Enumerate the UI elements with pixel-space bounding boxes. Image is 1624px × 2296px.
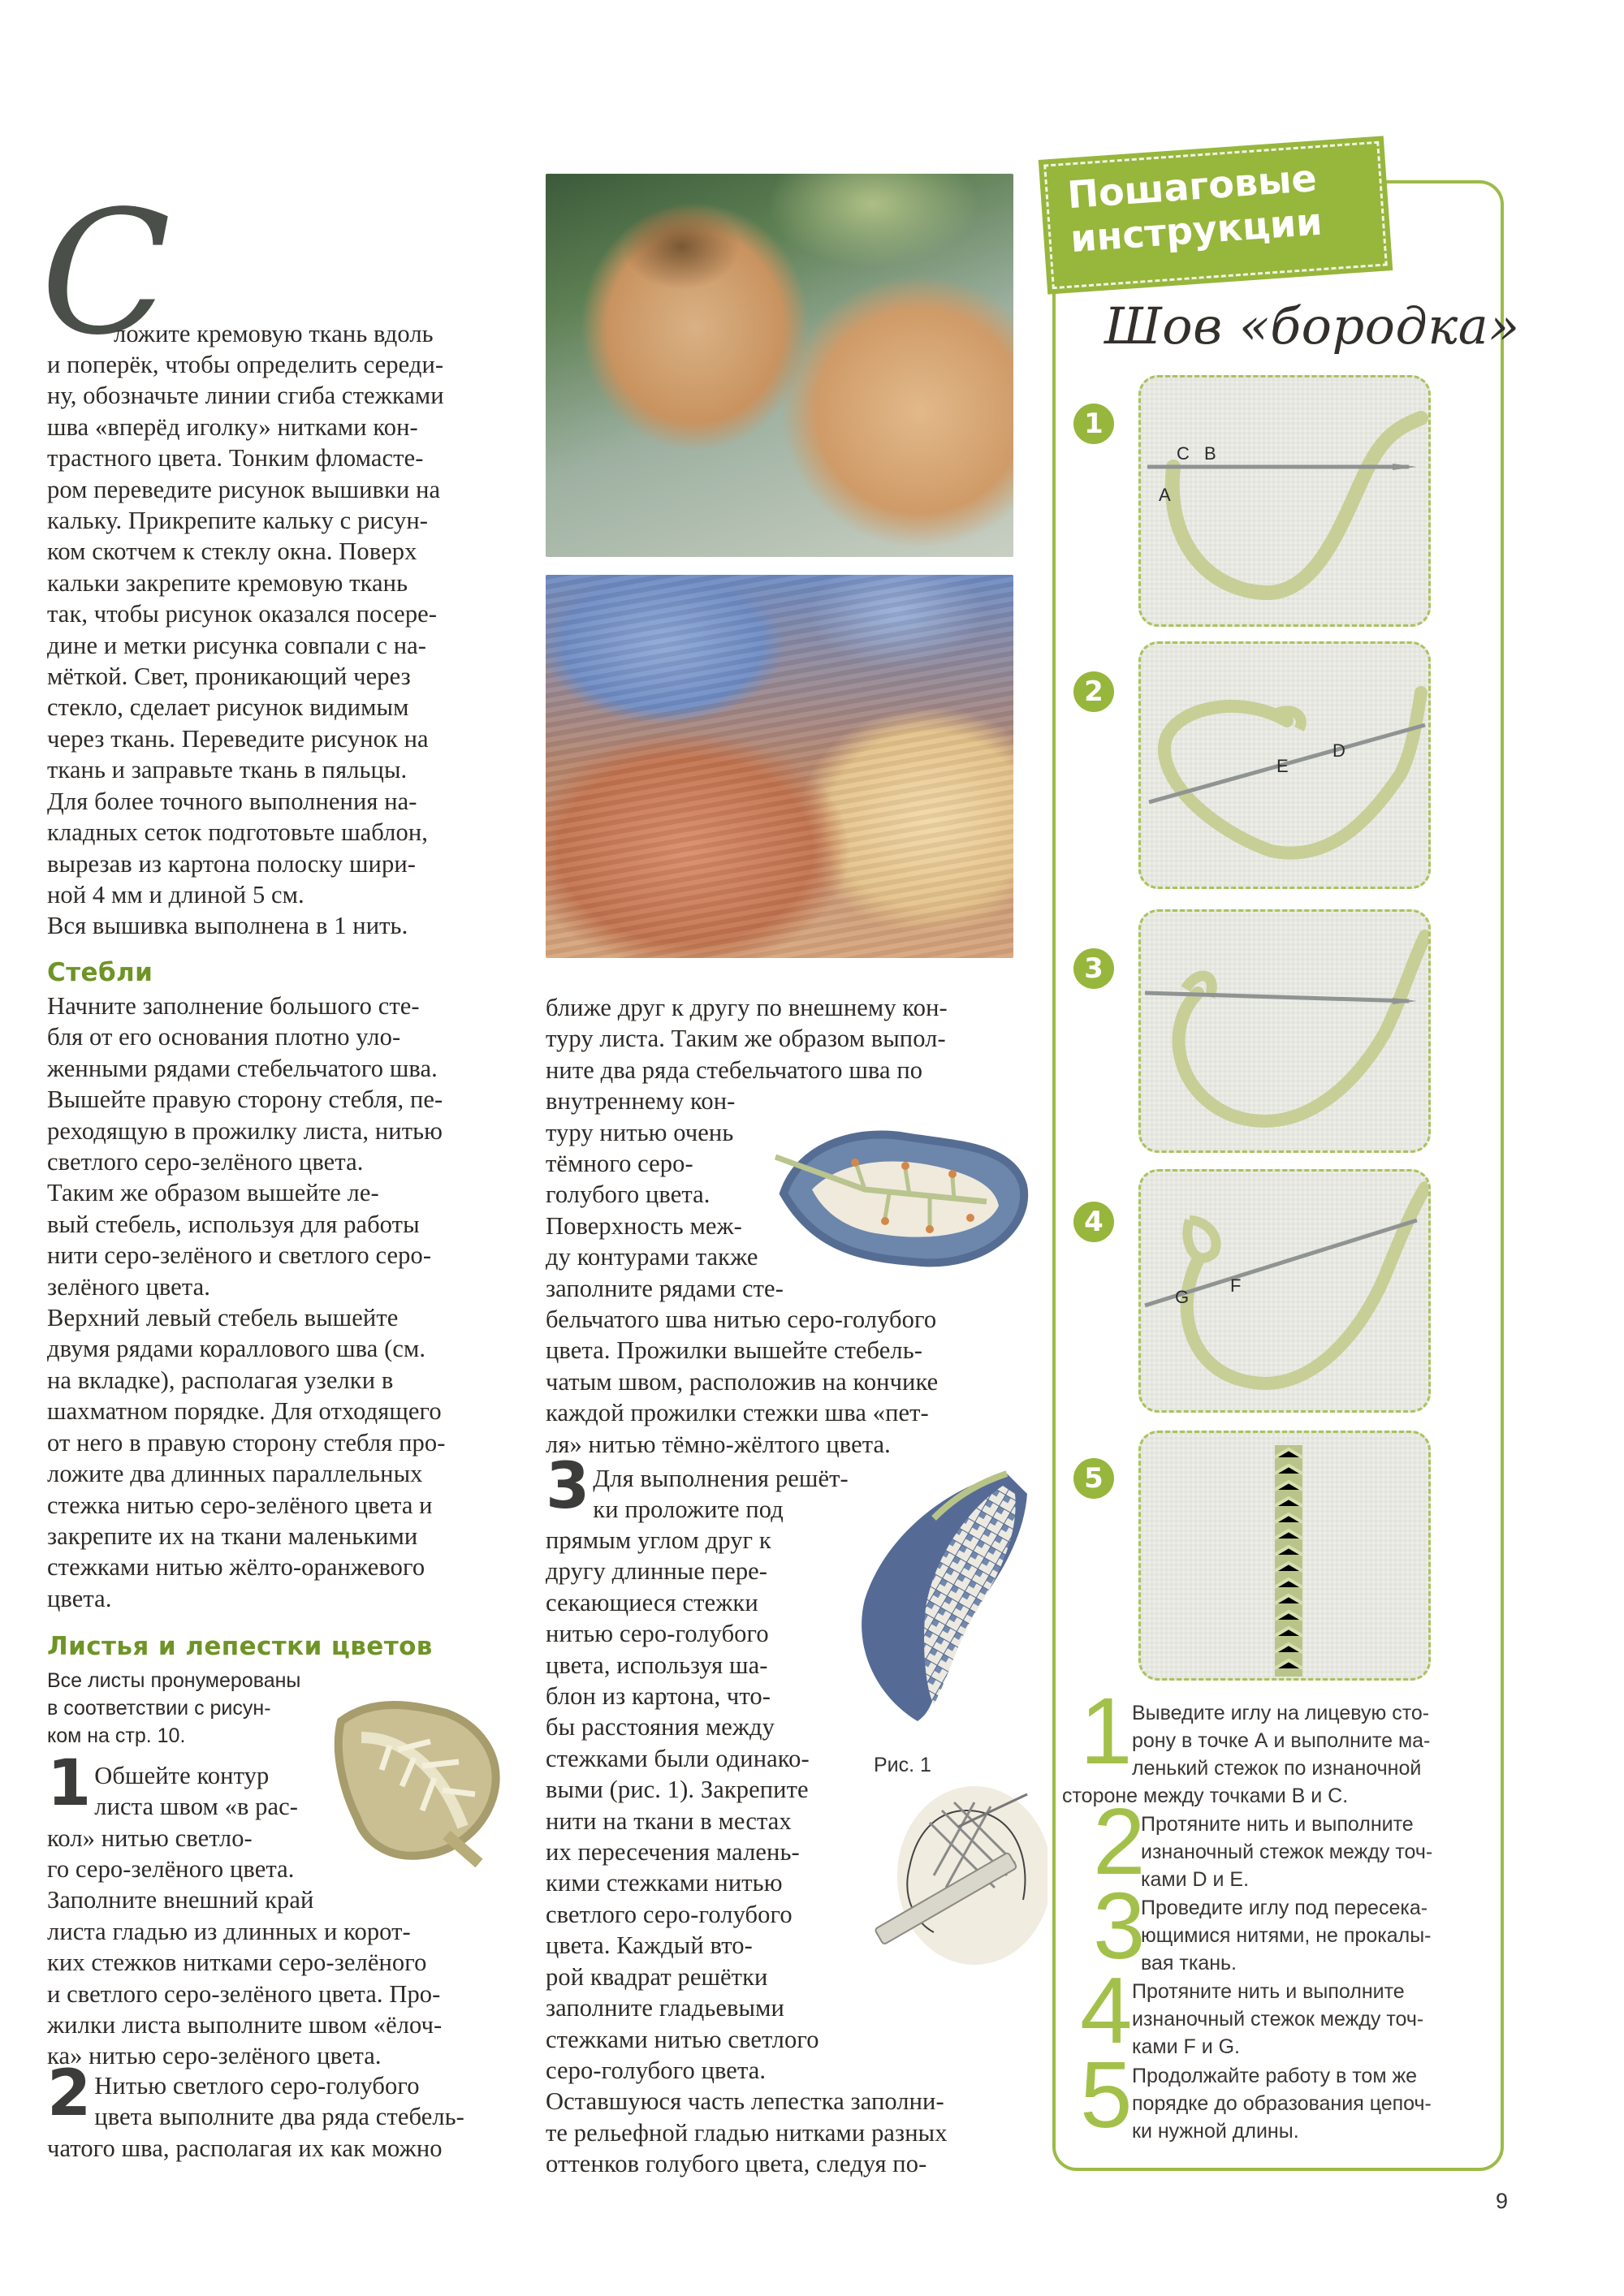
text-line: Вышейте правую сторону стебля, пе- <box>47 1085 443 1114</box>
text-line: нити на ткани в местах <box>546 1806 792 1835</box>
step-badge-5: 5 <box>1073 1458 1114 1499</box>
text-line: выми (рис. 1). Закрепите <box>546 1776 809 1804</box>
leaves-step-2-text-tail <box>47 2133 443 2164</box>
text-line: ните два ряда стебельчатого шва по <box>546 1055 923 1084</box>
step-badge-1: 1 <box>1073 404 1114 444</box>
instruction-5-text <box>1132 2062 1432 2145</box>
text-line: ющимися нитями, не прокалы- <box>1141 1924 1432 1947</box>
point-label-d: D <box>1332 740 1345 761</box>
text-line: Верхний левый стебель вышейте <box>47 1304 399 1332</box>
text-line: внутреннему кон- <box>546 1087 736 1116</box>
text-line: рой квадрат решётки <box>546 1962 768 1991</box>
step-number: 2 <box>47 2057 92 2130</box>
step-number: 1 <box>47 1747 92 1820</box>
text-line: заполните рядами сте- <box>546 1274 784 1302</box>
text-line: светлого серо-зелёного цвета. <box>47 1148 364 1176</box>
point-label-f: F <box>1230 1275 1242 1296</box>
stems-paragraph <box>47 990 445 1614</box>
text-line: ром переведите рисунок вышивки на <box>47 475 441 503</box>
text-line: блон из картона, что- <box>546 1682 771 1711</box>
text-line: цвета. Прожилки вышейте стебель- <box>546 1336 922 1365</box>
text-line: изнаночный стежок между точ- <box>1141 1841 1433 1863</box>
text-line: кладных сеток подготовьте шаблон, <box>47 818 428 847</box>
text-line: серо-голубого цвета. <box>546 2056 767 2084</box>
text-line: Выведите иглу на лицевую сто- <box>1132 1702 1430 1724</box>
text-line: бля от его основания плотно уло- <box>47 1023 401 1051</box>
text-line: стежками нитью жёлто-оранжевого <box>47 1553 425 1582</box>
text-line: Заполните внешний край <box>47 1886 314 1914</box>
stitch-name: Шов «бородка» <box>1104 296 1520 356</box>
stems-heading: Стебли <box>47 958 153 987</box>
figure-1-label: Рис. 1 <box>874 1754 931 1776</box>
text-line: ленький стежок по изнаночной <box>1132 1757 1422 1780</box>
text-line: те рельефной гладью нитками разных <box>546 2118 948 2147</box>
text-line: туру листа. Таким же образом выпол- <box>546 1025 946 1053</box>
text-line: порядке до образования цепоч- <box>1132 2092 1432 2115</box>
yarn-photo <box>546 575 1013 958</box>
step-1-photo <box>1138 375 1431 627</box>
text-line: от него в правую сторону стебля про- <box>47 1428 446 1457</box>
text-line: цвета. Каждый вто- <box>546 1931 753 1960</box>
text-line: кальки закрепите кремовую ткань <box>47 568 408 597</box>
intro-paragraph <box>114 318 434 349</box>
text-line: жилки листа выполните швом «ёлоч- <box>47 2011 443 2039</box>
leaves-note <box>47 1667 300 1750</box>
point-label-c: C <box>1177 443 1190 464</box>
text-line: вая ткань. <box>1141 1952 1237 1974</box>
text-line: мёткой. Свет, проникающий через <box>47 662 411 691</box>
text-line: стежками были одинако- <box>546 1744 810 1772</box>
point-label-e: E <box>1276 756 1289 776</box>
text-line: ка» нитью серо-зелёного цвета. <box>47 2042 382 2070</box>
text-line: стороне между точками В и С. <box>1062 1785 1349 1807</box>
text-line: ля» нитью тёмно-жёлтого цвета. <box>546 1430 891 1458</box>
text-line: реходящую в прожилку листа, нитью <box>47 1116 443 1145</box>
text-line: ких стежков нитками серо-зелёного <box>47 1949 427 1977</box>
text-line: ближе друг к другу по внешнему кон- <box>546 994 948 1021</box>
text-line: Продолжайте работу в том же <box>1132 2065 1418 2087</box>
text-line: бельчатого шва нитью серо-голубого <box>546 1306 937 1334</box>
text-line: Таким же образом вышейте ле- <box>47 1179 379 1207</box>
leaf-embroidery-image <box>325 1689 512 1867</box>
point-label-b: B <box>1204 443 1216 464</box>
text-line: рону в точке А и выполните ма- <box>1132 1729 1431 1752</box>
text-line: голубого цвета. <box>546 1180 710 1209</box>
step-4-photo <box>1138 1169 1431 1413</box>
lattice-petal-embroidery-image <box>844 1461 1039 1729</box>
instruction-3-text <box>1141 1894 1432 1977</box>
text-line: стежка нитью серо-зелёного цвета и <box>47 1491 433 1519</box>
instruction-2-text <box>1141 1810 1432 1893</box>
text-line: ками D и Е. <box>1141 1868 1250 1891</box>
text-line: чатого шва, располагая их как можно <box>47 2134 443 2162</box>
figure-1-image <box>853 1778 1047 1965</box>
text-line: так, чтобы рисунок оказался посере- <box>47 600 438 628</box>
text-line: закрепите их на ткани маленькими <box>47 1521 418 1550</box>
text-line: вырезав из картона полоску шири- <box>47 849 416 878</box>
instruction-number: 1 <box>1080 1678 1133 1784</box>
text-line: прямым углом друг к <box>546 1526 771 1554</box>
step-2-photo <box>1138 641 1431 889</box>
text-line: шва «вперёд иголку» нитками кон- <box>47 412 418 441</box>
text-line: Все листы пронумерованы <box>47 1669 301 1692</box>
text-line: ками F и G. <box>1132 2035 1241 2058</box>
text-line: Для выполнения решёт- <box>593 1465 849 1492</box>
text-line: Для более точного выполнения на- <box>47 787 417 815</box>
page-number: 9 <box>1496 2189 1509 2213</box>
text-line: каждой прожилки стежки шва «пет- <box>546 1399 929 1427</box>
text-line: кол» нитью светло- <box>47 1823 253 1852</box>
text-line: Обшейте контур <box>94 1762 270 1789</box>
middle-step-3-text <box>546 1463 895 1526</box>
step-5-photo <box>1138 1431 1431 1681</box>
text-line: бы расстояния между <box>546 1713 775 1741</box>
text-line: двумя рядами кораллового шва (см. <box>47 1335 426 1363</box>
text-line: и светлого серо-зелёного цвета. Про- <box>47 1979 441 2008</box>
text-line: ки нужной длины. <box>1132 2120 1299 2143</box>
text-line: ну, обозначьте линии сгиба стежками <box>47 382 444 410</box>
text-line: шахматном порядке. Для отходящего <box>47 1397 442 1426</box>
text-line: кими стежками нитью <box>546 1869 783 1897</box>
text-line: кальку. Прикрепите кальку с рисун- <box>47 507 429 535</box>
squash-photo <box>546 174 1013 557</box>
blue-leaf-embroidery-image <box>767 1112 1035 1275</box>
text-line: вый стебель, используя для работы <box>47 1210 420 1238</box>
point-label-a: A <box>1159 485 1171 505</box>
text-line: ткань и заправьте ткань в пяльцы. <box>47 756 408 784</box>
text-line: заполните гладьевыми <box>546 1994 784 2022</box>
step-number: 3 <box>546 1450 590 1523</box>
point-label-g: G <box>1175 1287 1190 1307</box>
text-line: Протяните нить и выполните <box>1132 1980 1405 2003</box>
text-line: в соответствии с рисун- <box>47 1697 271 1720</box>
instruction-1-text <box>1062 1699 1431 1810</box>
text-line: светлого серо-голубого <box>546 1900 793 1928</box>
text-line: Оставшуюся часть лепестка заполни- <box>546 2087 944 2116</box>
text-line: го серо-зелёного цвета. <box>47 1855 295 1883</box>
text-line: трастного цвета. Тонким фломасте- <box>47 444 424 473</box>
leaves-step-2 <box>47 2057 534 2133</box>
text-line: листа гладью из длинных и корот- <box>47 1917 411 1945</box>
leaves-step-1-text-tail <box>47 1854 442 2072</box>
text-line: Вся вышивка выполнена в 1 нить. <box>47 912 408 940</box>
drop-cap: С <box>41 174 171 373</box>
text-line: Начните заполнение большого сте- <box>47 992 420 1020</box>
instruction-number: 2 <box>1093 1789 1146 1894</box>
text-line: цвета выполните два ряда стебель- <box>94 2103 464 2131</box>
instruction-number: 4 <box>1080 1957 1133 2063</box>
text-line: секающиеся стежки <box>546 1588 758 1616</box>
text-line: тёмного серо- <box>546 1150 693 1178</box>
text-line: нитью серо-голубого <box>546 1620 769 1648</box>
text-line: ной 4 мм и длиной 5 см. <box>47 880 304 908</box>
text-line: стекло, сделает рисунок видимым <box>47 693 409 722</box>
text-line: ком скотчем к стеклу окна. Поверх <box>47 537 417 566</box>
intro-paragraph-cont <box>47 349 444 942</box>
text-line: чатым швом, расположив на кончике <box>546 1367 939 1396</box>
text-line: Нитью светлого серо-голубого <box>94 2072 420 2100</box>
text-line: листа швом «в рас- <box>94 1793 299 1821</box>
text-line: их пересечения малень- <box>546 1838 800 1867</box>
step-badge-3: 3 <box>1073 948 1114 989</box>
text-line: и поперёк, чтобы определить середи- <box>47 351 444 378</box>
text-line: туру нитью очень <box>546 1118 734 1146</box>
text-line: нити серо-зелёного и светлого серо- <box>47 1241 432 1270</box>
step-badge-4: 4 <box>1073 1202 1114 1242</box>
text-line: дине и метки рисунка совпали с на- <box>47 631 427 659</box>
text-line: стежками нитью светлого <box>546 2025 819 2053</box>
text-line: зелёного цвета. <box>47 1272 210 1301</box>
instruction-4-text <box>1132 1978 1423 2061</box>
text-line: Проведите иглу под пересека- <box>1141 1897 1428 1919</box>
text-line: Протяните нить и выполните <box>1141 1813 1414 1836</box>
text-line: ком на стр. 10. <box>47 1724 186 1747</box>
text-line: ду контурами также <box>546 1243 758 1271</box>
text-line: ложите два длинных параллельных <box>47 1460 423 1488</box>
text-line: ки проложите под <box>593 1495 784 1524</box>
text-line: на вкладке), располагая узелки в <box>47 1366 394 1394</box>
text-line: цвета. <box>47 1584 112 1612</box>
intro-line: ложите кремовую ткань вдоль <box>114 320 434 347</box>
text-line: через ткань. Переведите рисунок на <box>47 724 429 753</box>
leaves-step-2-text <box>47 2070 534 2133</box>
instruction-number: 5 <box>1080 2042 1133 2147</box>
instruction-number: 3 <box>1093 1873 1146 1979</box>
leaves-heading: Листья и лепестки цветов <box>47 1632 433 1661</box>
middle-step-3 <box>546 1450 895 1526</box>
text-line: другу длинные пере- <box>546 1557 768 1586</box>
text-line: женными рядами стебельчатого шва. <box>47 1054 438 1082</box>
step-badge-2: 2 <box>1073 671 1114 712</box>
panel-title: Пошаговые инструкции <box>1065 155 1324 261</box>
text-line: Поверхность меж- <box>546 1211 742 1240</box>
step-3-photo <box>1138 909 1431 1153</box>
text-line: оттенков голубого цвета, следуя по- <box>546 2150 927 2178</box>
text-line: изнаночный стежок между точ- <box>1132 2008 1424 2031</box>
text-line: цвета, используя ша- <box>546 1651 768 1679</box>
